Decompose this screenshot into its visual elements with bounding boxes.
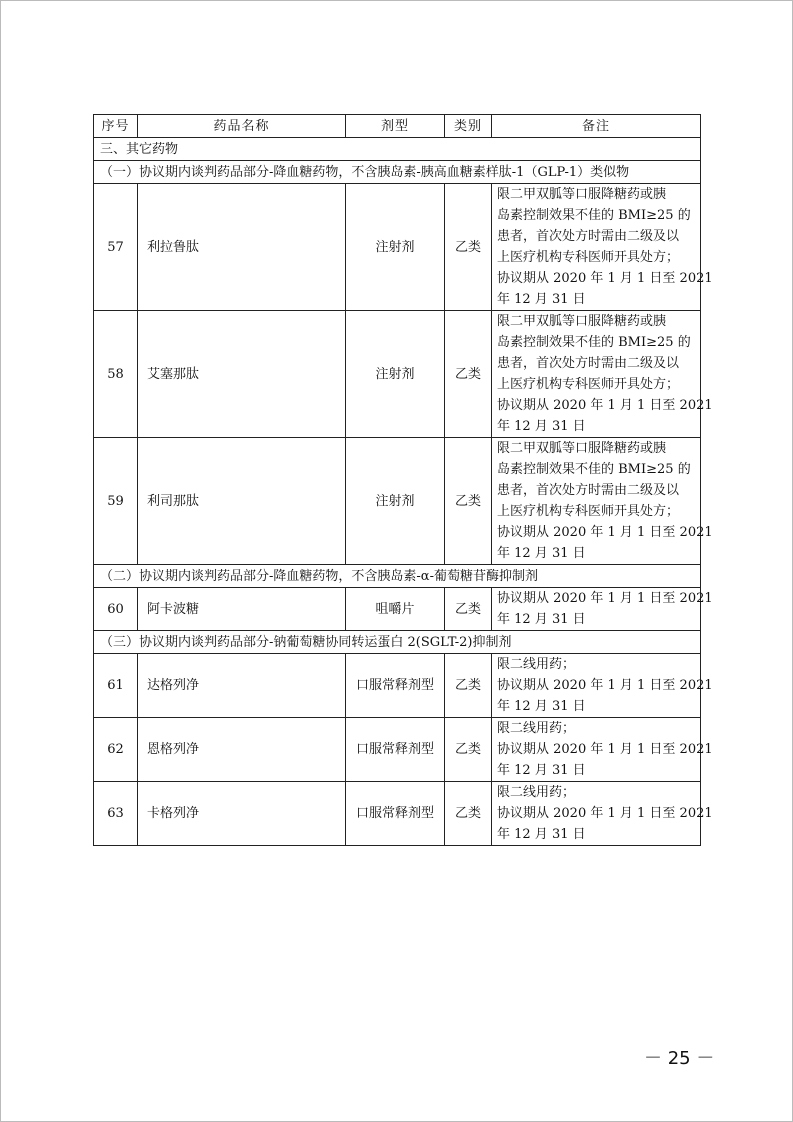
table-row [94, 654, 701, 718]
group-title: （三）协议期内谈判药品部分-钠葡萄糖协同转运蛋白 2(SGLT-2)抑制剂 [94, 631, 701, 654]
table-row [94, 782, 701, 846]
group-title-row [94, 565, 701, 588]
remarks [492, 654, 713, 718]
dosage-form: 口服常释剂型 [346, 782, 445, 846]
category: 乙类 [445, 654, 492, 718]
table-row [94, 718, 701, 782]
row-number: 63 [94, 782, 138, 846]
category: 乙类 [445, 718, 492, 782]
drug-name: 卡格列净 [138, 782, 346, 846]
header-no: 序号 [94, 115, 138, 138]
page-number: － 25 － [644, 1048, 715, 1069]
remark-line: 协议期从 2020 年 1 月 1 日至 2021 [497, 398, 713, 413]
remark-line: 年 12 月 31 日 [497, 292, 586, 307]
remark-line: 上医疗机构专科医师开具处方； [497, 377, 680, 392]
remarks [492, 782, 713, 846]
remark-line: 年 12 月 31 日 [497, 699, 586, 714]
dosage-form: 注射剂 [346, 438, 445, 565]
drug-name: 艾塞那肽 [138, 311, 346, 438]
row-number: 62 [94, 718, 138, 782]
remark-line: 岛素控制效果不佳的 BMI≥25 的 [497, 462, 691, 477]
remarks [492, 438, 713, 565]
header-category: 类别 [445, 115, 492, 138]
row-number: 61 [94, 654, 138, 718]
remarks [492, 184, 713, 311]
category: 乙类 [445, 782, 492, 846]
remark-line: 协议期从 2020 年 1 月 1 日至 2021 [497, 742, 713, 757]
section-title: 三、其它药物 [94, 138, 701, 161]
remark-line: 患者，首次处方时需由二级及以 [497, 483, 680, 498]
group-title-row [94, 161, 701, 184]
remark-line: 协议期从 2020 年 1 月 1 日至 2021 [497, 525, 713, 540]
drug-name: 恩格列净 [138, 718, 346, 782]
remark-line: 协议期从 2020 年 1 月 1 日至 2021 [497, 591, 713, 606]
remark-line: 岛素控制效果不佳的 BMI≥25 的 [497, 335, 691, 350]
remark-line: 限二线用药； [497, 657, 576, 672]
remark-line: 年 12 月 31 日 [497, 546, 586, 561]
row-number: 57 [94, 184, 138, 311]
remark-line: 限二线用药； [497, 785, 576, 800]
remarks [492, 588, 713, 631]
drug-name: 阿卡波糖 [138, 588, 346, 631]
category: 乙类 [445, 438, 492, 565]
remark-line: 年 12 月 31 日 [497, 827, 586, 842]
table-row [94, 311, 701, 438]
remark-line: 限二线用药； [497, 721, 576, 736]
drug-name: 利拉鲁肽 [138, 184, 346, 311]
remark-line: 岛素控制效果不佳的 BMI≥25 的 [497, 208, 691, 223]
header-name: 药品名称 [138, 115, 346, 138]
remark-line: 上医疗机构专科医师开具处方； [497, 250, 680, 265]
group-title: （二）协议期内谈判药品部分-降血糖药物，不含胰岛素-α-葡萄糖苷酶抑制剂 [94, 565, 701, 588]
category: 乙类 [445, 184, 492, 311]
table-row [94, 438, 701, 565]
remark-line: 限二甲双胍等口服降糖药或胰 [497, 441, 667, 456]
table-row [94, 184, 701, 311]
drug-table [93, 114, 713, 846]
remark-line: 限二甲双胍等口服降糖药或胰 [497, 187, 667, 202]
group-title: （一）协议期内谈判药品部分-降血糖药物，不含胰岛素-胰高血糖素样肽-1（GLP-1）类似物 [94, 161, 701, 184]
dosage-form: 口服常释剂型 [346, 718, 445, 782]
remarks [492, 718, 713, 782]
dosage-form: 咀嚼片 [346, 588, 445, 631]
remark-line: 上医疗机构专科医师开具处方； [497, 504, 680, 519]
table-header-row [94, 115, 701, 138]
row-number: 58 [94, 311, 138, 438]
category: 乙类 [445, 311, 492, 438]
remark-line: 患者，首次处方时需由二级及以 [497, 356, 680, 371]
drug-name: 利司那肽 [138, 438, 346, 565]
table-row [94, 588, 701, 631]
row-number: 59 [94, 438, 138, 565]
remark-line: 年 12 月 31 日 [497, 419, 586, 434]
category: 乙类 [445, 588, 492, 631]
row-number: 60 [94, 588, 138, 631]
remark-line: 限二甲双胍等口服降糖药或胰 [497, 314, 667, 329]
remark-line: 协议期从 2020 年 1 月 1 日至 2021 [497, 806, 713, 821]
dosage-form: 注射剂 [346, 311, 445, 438]
remark-line: 协议期从 2020 年 1 月 1 日至 2021 [497, 271, 713, 286]
remark-line: 协议期从 2020 年 1 月 1 日至 2021 [497, 678, 713, 693]
remarks [492, 311, 713, 438]
remark-line: 年 12 月 31 日 [497, 612, 586, 627]
remark-line: 年 12 月 31 日 [497, 763, 586, 778]
header-note: 备注 [492, 115, 701, 138]
remark-line: 患者，首次处方时需由二级及以 [497, 229, 680, 244]
header-form: 剂型 [346, 115, 445, 138]
dosage-form: 口服常释剂型 [346, 654, 445, 718]
section-title-row [94, 138, 701, 161]
group-title-row [94, 631, 701, 654]
dosage-form: 注射剂 [346, 184, 445, 311]
drug-name: 达格列净 [138, 654, 346, 718]
